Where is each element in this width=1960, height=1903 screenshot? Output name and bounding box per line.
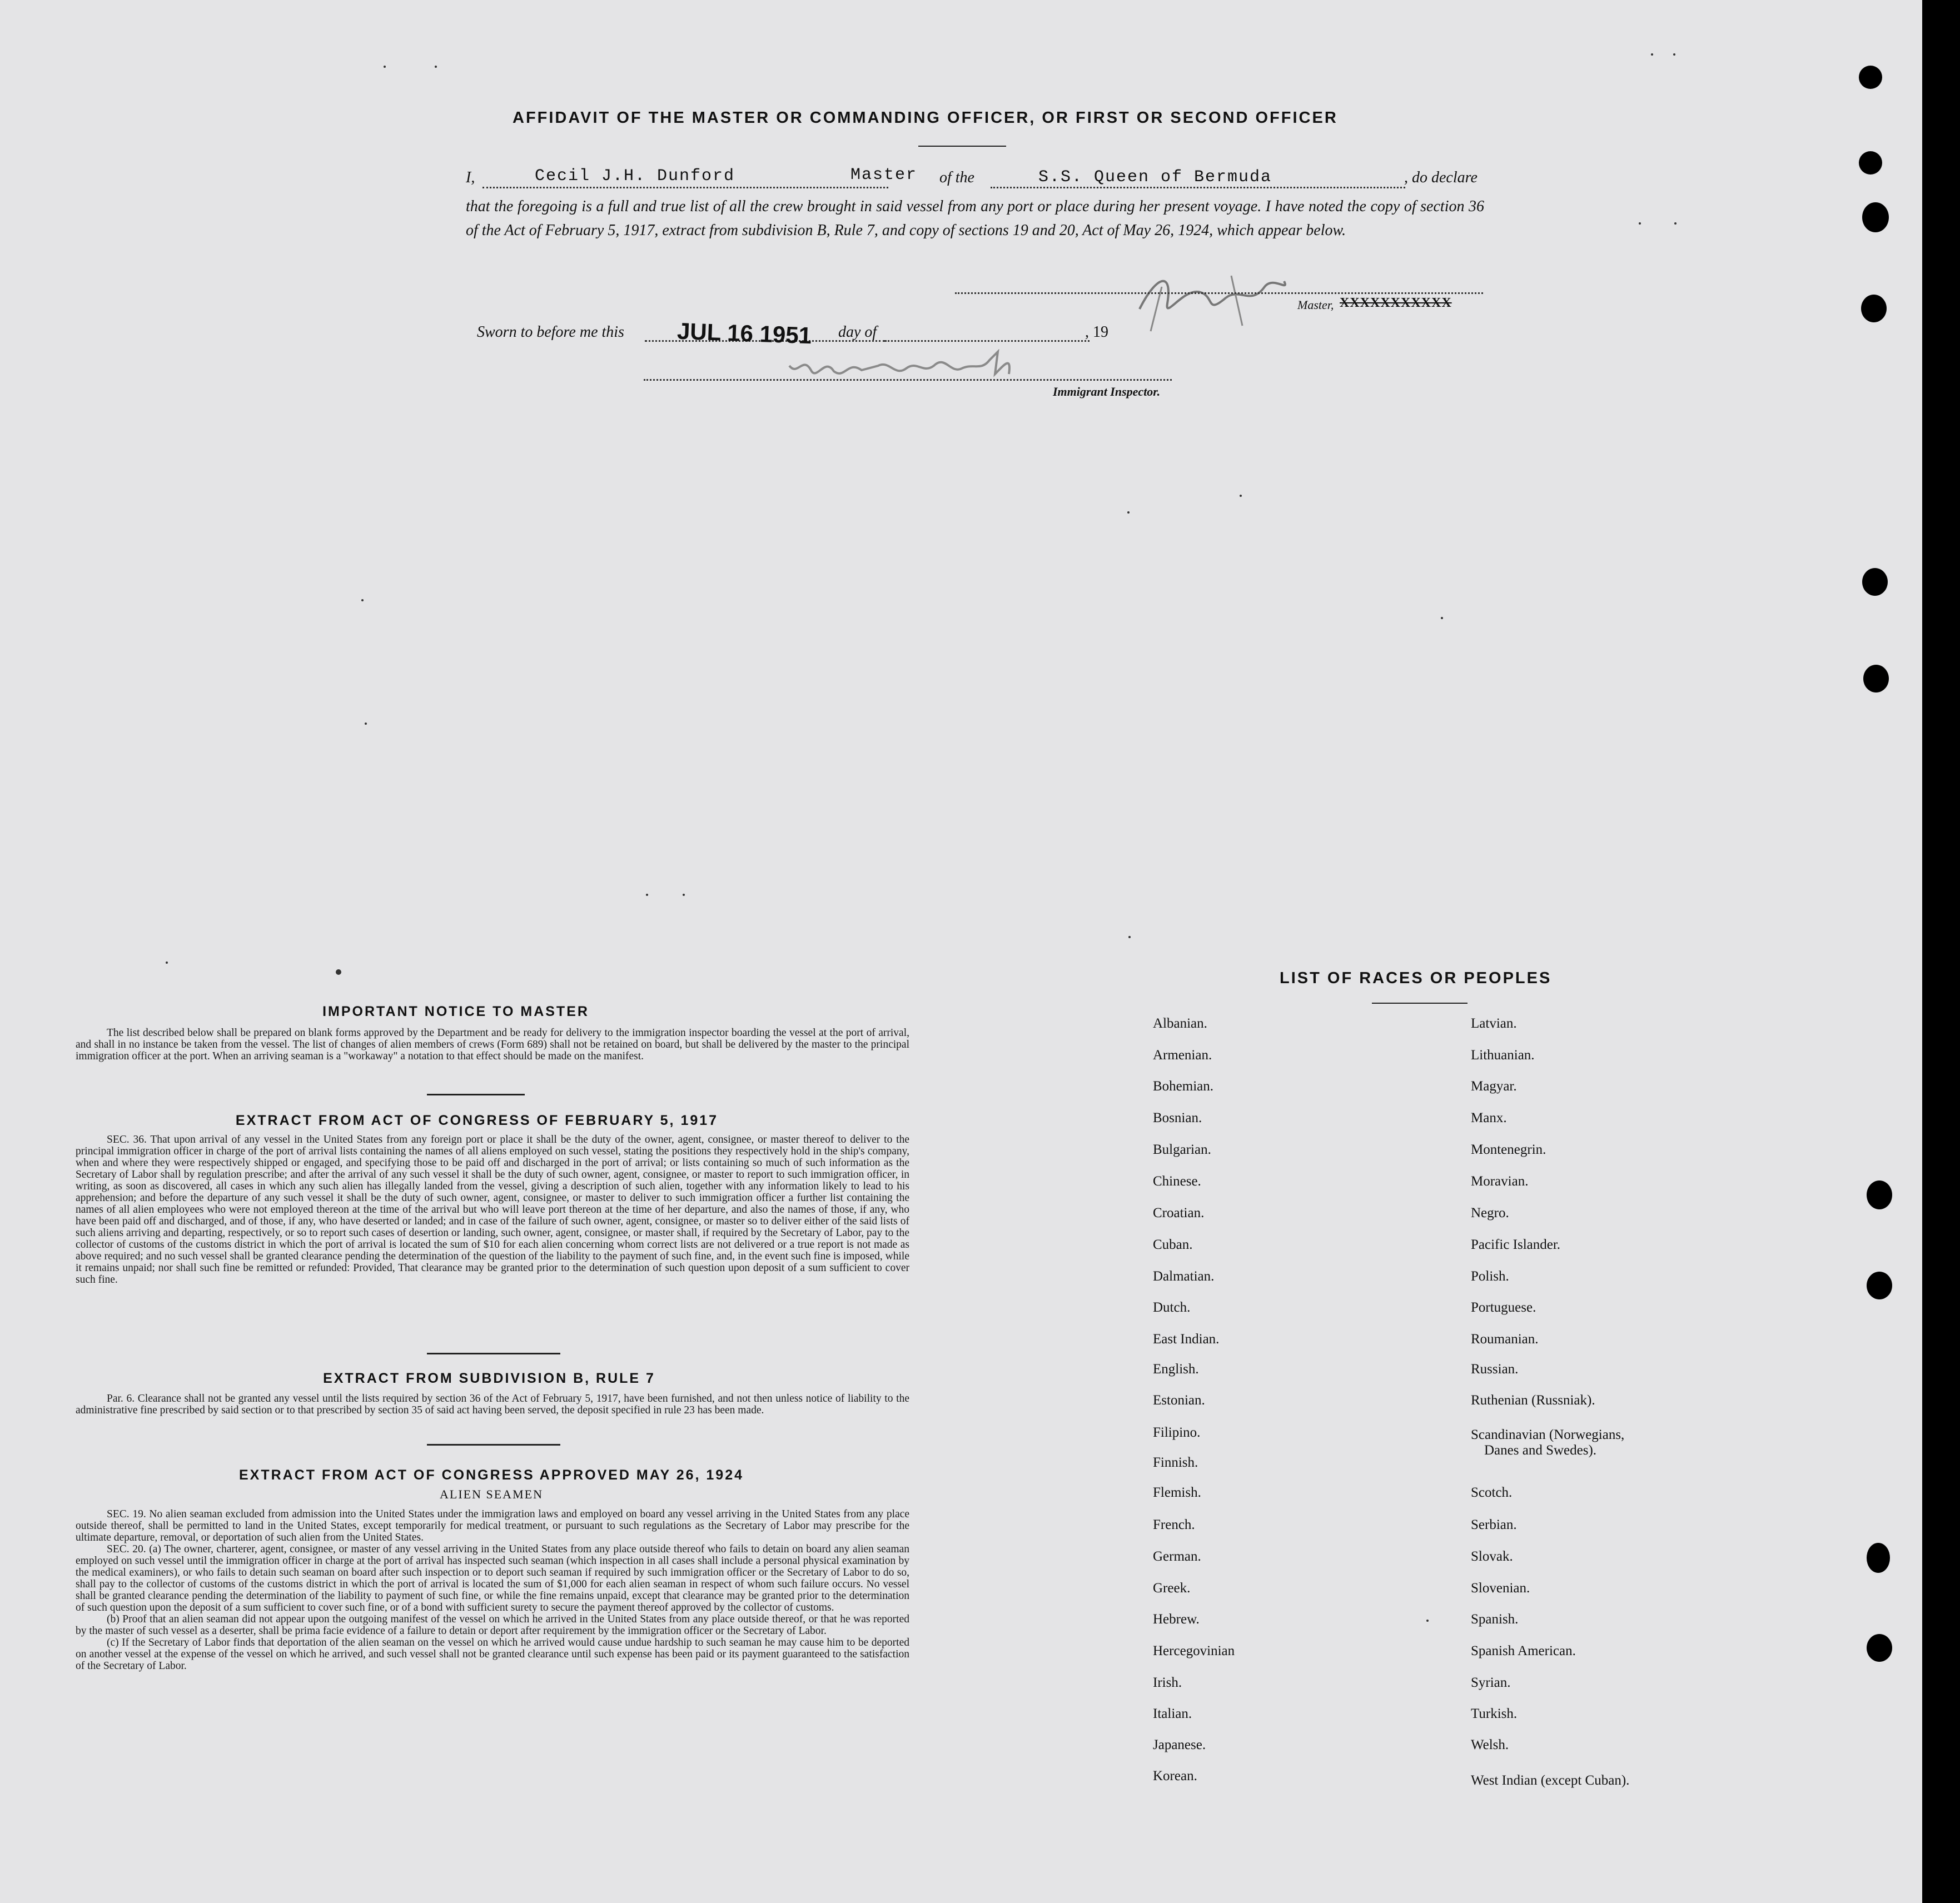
sec-20a: SEC. 20. (a) The owner, charterer, agent, consignee, or master of any vessel arriving in the United States from any place outside thereof who fails to detain on board any alien seaman employed on such vessel until the immigration officer in charge at the port of arrival has inspected such seaman (which inspection in all cases shall include a personal physical examination by the medical examiners), or who fails to detain such seaman on board after such inspection or to deport such seaman if required by such immigration officer or the Secretary of Labor to do so, shall pay to the collector of customs of the customs district in which the port of arrival is located the sum of $1,000 for each alien seaman in respect of whom such failure occurs. No vessel shall be granted clearance pending the determination of the liability to payment of such fine, or while the fine remains unpaid, except that clearance may be granted prior to the determination of such question upon the deposit of a sum sufficient to cover such fine, or of a bond with sufficient surety to secure the payment thereof approved by the collector of customs. [76, 1543, 909, 1613]
race-item: Spanish. [1471, 1612, 1519, 1627]
race-item: Dutch. [1153, 1300, 1191, 1315]
race-item: Bohemian. [1153, 1079, 1214, 1094]
speck [1128, 936, 1131, 938]
race-item: English. [1153, 1362, 1199, 1377]
speck [1240, 495, 1242, 497]
speck [166, 962, 168, 964]
race-item: Cuban. [1153, 1237, 1193, 1252]
race-item: Pacific Islander. [1471, 1237, 1561, 1252]
speck [336, 969, 341, 975]
races-title-underline [1372, 1003, 1467, 1004]
speck [1639, 222, 1641, 225]
punch-hole [1867, 1634, 1892, 1662]
extract-1924-body [76, 1508, 909, 1672]
inspector-signature-line [644, 379, 1172, 381]
rank: Master [850, 166, 918, 185]
punch-hole [1863, 665, 1889, 693]
race-item: Polish. [1471, 1269, 1509, 1284]
punch-hole [1867, 1272, 1892, 1299]
punch-hole [1862, 202, 1889, 232]
race-item: Japanese. [1153, 1737, 1206, 1752]
race-item: Korean. [1153, 1769, 1197, 1784]
race-item: Greek. [1153, 1581, 1191, 1596]
speck [435, 66, 437, 68]
race-item: East Indian. [1153, 1332, 1220, 1347]
race-item: Danes and Swedes). [1484, 1443, 1597, 1458]
title-underline [918, 146, 1006, 147]
punch-hole [1861, 295, 1887, 322]
master-signature [1123, 253, 1306, 337]
race-item: Hebrew. [1153, 1612, 1200, 1627]
race-item: Irish. [1153, 1675, 1182, 1690]
master-name-line [482, 187, 888, 188]
race-item: French. [1153, 1517, 1195, 1532]
speck [1441, 617, 1443, 619]
extract-1917-title: EXTRACT FROM ACT OF CONGRESS OF FEBRUARY 5, 1917 [235, 1113, 719, 1128]
speck [384, 66, 386, 68]
sec-19: SEC. 19. No alien seaman excluded from admission into the United States under the immigration laws and employed on board any vessel arriving in the United States from any place outside thereof, shall be permitted to land in the United States, except temporarily for medical treatment, or pursuant to such regulations as the Secretary of Labor may prescribe for the ultimate departure, removal, or deportation of such alien from the United States. [76, 1508, 909, 1543]
sworn-label: Sworn to before me this [477, 323, 624, 341]
sec-20c: (c) If the Secretary of Labor finds that deportation of the alien seaman on the vessel on which he arrived would cause undue hardship to such seaman he may cause him to be deported on another vessel at the expense of the vessel on which he arrived, and such vessel shall not be granted clearance until such expense has been paid or its payment guaranteed to the satisfaction of the Secretary of Labor. [76, 1637, 909, 1672]
race-item: Ruthenian (Russniak). [1471, 1393, 1595, 1408]
extract-rule7-title: EXTRACT FROM SUBDIVISION B, RULE 7 [323, 1371, 655, 1386]
punch-hole [1867, 1180, 1892, 1209]
race-item: Magyar. [1471, 1079, 1517, 1094]
extract-1924-subtitle: ALIEN SEAMEN [440, 1487, 543, 1501]
notice-text: The list described below shall be prepared on blank forms approved by the Department and be ready for delivery to the immigration inspector boarding the vessel at the port of arrival, and shall in no instance be taken from the vessel. The list of changes of alien members of crews (Form 689) shall not be retained on board, but shall be delivered by the master to the principal immigration officer at the port. When an arriving seaman is a "workaway" a notation to that effect should be made on the manifest. [76, 1027, 909, 1062]
race-item: Hercegovinian [1153, 1643, 1235, 1658]
race-item: Turkish. [1471, 1706, 1518, 1721]
day-of-label: day of [838, 323, 877, 341]
master-signature-line [955, 292, 1483, 294]
race-item: Moravian. [1471, 1174, 1529, 1189]
master-label: Master, [1297, 298, 1334, 312]
race-item: Slovenian. [1471, 1581, 1530, 1596]
punch-hole [1862, 568, 1888, 596]
race-item: Estonian. [1153, 1393, 1205, 1408]
affidavit-body: that the foregoing is a full and true list of all the crew brought in said vessel from any port or place during her present voyage. I have noted the copy of section 36 of the Act of February 5, 1917, extract from subdivision B, Rule 7, and copy of sections 19 and 20, Act of May 26, 1924, which appear below. [466, 198, 1484, 239]
speck [1127, 511, 1130, 514]
speck [365, 723, 367, 725]
race-item: German. [1153, 1549, 1201, 1564]
race-item: Latvian. [1471, 1016, 1517, 1031]
race-item: Armenian. [1153, 1048, 1212, 1063]
race-item: Croatian. [1153, 1205, 1205, 1220]
race-item: Spanish American. [1471, 1643, 1576, 1658]
year-label: , 19 [1085, 323, 1108, 341]
speck [1651, 53, 1653, 56]
race-item: West Indian (except Cuban). [1471, 1773, 1630, 1788]
sec-20b: (b) Proof that an alien seaman did not appear upon the outgoing manifest of the vessel on which he arrived in the United States from any place outside thereof, or that he was reported by the master of such vessel as a deserter, shall be prima facie evidence of a failure to detain or deport after requirement by the immigration officer or the Secretary of Labor. [76, 1613, 909, 1637]
race-item: Chinese. [1153, 1174, 1201, 1189]
race-item: Roumanian. [1471, 1332, 1539, 1347]
race-item: Italian. [1153, 1706, 1192, 1721]
divider-1 [427, 1094, 525, 1095]
punch-hole [1859, 151, 1882, 175]
sworn-date-stamp: JUL 16 1951 [676, 317, 812, 349]
speck [361, 599, 364, 601]
race-item: Montenegrin. [1471, 1142, 1546, 1157]
divider-3 [427, 1444, 560, 1446]
speck [683, 894, 685, 896]
vessel-name: S.S. Queen of Bermuda [1038, 168, 1272, 187]
of-the-label: of the [939, 169, 974, 186]
race-item: Russian. [1471, 1362, 1519, 1377]
race-item: Finnish. [1153, 1455, 1198, 1470]
divider-2 [427, 1353, 560, 1354]
race-item: Scotch. [1471, 1485, 1513, 1500]
do-declare-label: , do declare [1404, 169, 1478, 186]
vessel-line [991, 187, 1405, 188]
race-item: Flemish. [1153, 1485, 1201, 1500]
punch-hole [1859, 66, 1882, 89]
race-item: Portuguese. [1471, 1300, 1536, 1315]
speck [1674, 222, 1677, 225]
race-item: Lithuanian. [1471, 1048, 1535, 1063]
race-item: Slovak. [1471, 1549, 1513, 1564]
race-item: Serbian. [1471, 1517, 1517, 1532]
month-line [885, 340, 1090, 342]
extract-1924-title: EXTRACT FROM ACT OF CONGRESS APPROVED MAY 26, 1924 [238, 1467, 744, 1483]
race-item: Bulgarian. [1153, 1142, 1211, 1157]
master-struck-title: XXXXXXXXXXX [1340, 296, 1452, 310]
i-label: I, [466, 169, 475, 186]
speck [1673, 53, 1675, 56]
race-item: Negro. [1471, 1205, 1509, 1220]
notice-title: IMPORTANT NOTICE TO MASTER [322, 1004, 589, 1019]
race-item: Manx. [1471, 1110, 1507, 1125]
race-item: Syrian. [1471, 1675, 1511, 1690]
affidavit-title: AFFIDAVIT OF THE MASTER OR COMMANDING OFFICER, OR FIRST OR SECOND OFFICER [513, 109, 1338, 127]
race-item: Dalmatian. [1153, 1269, 1215, 1284]
race-item: Bosnian. [1153, 1110, 1202, 1125]
speck [1426, 1620, 1429, 1622]
extract-rule7-text: Par. 6. Clearance shall not be granted any vessel until the lists required by section 36 of the Act of February 5, 1917, have been furnished, and not then unless notice of liability to the administrative fine prescribed by said section or to that prescribed by section 35 of said act having been served, the deposit specified in rule 23 has been made. [76, 1393, 909, 1416]
inspector-signature [784, 349, 1028, 382]
extract-1917-text: SEC. 36. That upon arrival of any vessel in the United States from any foreign port or place it shall be the duty of the owner, agent, consignee, or master thereof to deliver to the principal immigration officer in charge of the port of arrival lists containing the names of all aliens employed on such vessel, stating the positions they respectively hold in the ship's company, when and where they were respectively shipped or engaged, and specifying those to be paid off and discharged in the port of arrival; or lists containing so much of such information as the Secretary of Labor shall by regulation prescribe; and after the arrival of any such vessel it shall be the duty of such owner, agent, consignee, or master to report to such immigration officer, in writing, as soon as discovered, all cases in which any such alien has illegally landed from the vessel, giving a description of such alien, together with any information likely to lead to his apprehension; and before the departure of any such vessel it shall be the duty of such owner, agent, consignee, or master to deliver to such immigration officer a further list containing the names of all alien employees who were not employed thereon at the time of the arrival but who will leave port thereon at the time of her departure, and also the names of those, if any, who have been paid off and discharged, and of those, if any, who have deserted or landed; and in case of the failure of such owner, agent, consignee, or master so to deliver either of the said lists of such aliens arriving and departing, respectively, or so to report such cases of desertion or landing, such owner, agent, consignee, or master shall, if required by the Secretary of Labor, pay to the collector of customs of the customs district in which the port of arrival is located the sum of $10 for each alien concerning whom correct lists are not delivered or a true report is not made as above required; and no such vessel shall be granted clearance pending the determination of the question of the liability to the payment of such fine, and, in the event such fine is imposed, while it remains unpaid; nor shall such fine be remitted or refunded: Provided, That clearance may be granted prior to the determination of such question upon deposit of a sum sufficient to cover such fine. [76, 1134, 909, 1286]
punch-hole [1867, 1543, 1890, 1573]
races-title: LIST OF RACES OR PEOPLES [1280, 969, 1552, 987]
master-name: Cecil J.H. Dunford [535, 167, 735, 186]
race-item: Albanian. [1153, 1016, 1207, 1031]
race-item: Welsh. [1471, 1737, 1509, 1752]
speck [646, 894, 648, 896]
race-item: Filipino. [1153, 1425, 1201, 1440]
inspector-label: Immigrant Inspector. [1053, 385, 1161, 398]
race-item: Scandinavian (Norwegians, [1471, 1427, 1625, 1442]
